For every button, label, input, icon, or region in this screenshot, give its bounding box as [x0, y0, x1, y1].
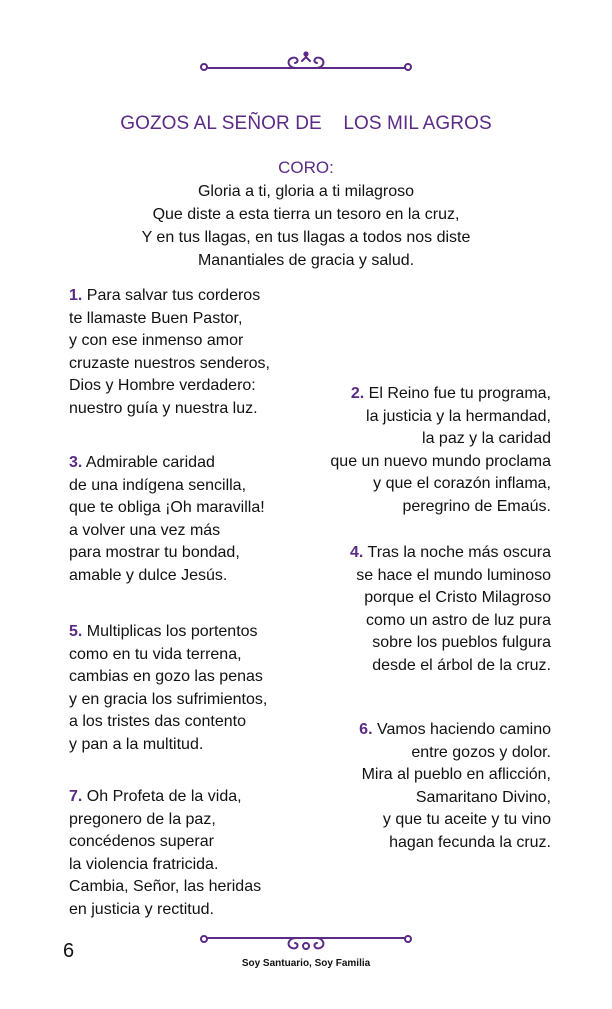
stanza-line: Admirable caridad [85, 454, 215, 471]
flourish-divider-bottom-icon [196, 930, 416, 956]
stanza-line: Cambia, Señor, las heridas [69, 878, 262, 895]
chorus-line: Y en tus llagas, en tus llagas a todos nos diste [141, 229, 471, 246]
stanza-line: la violencia fratricida. [69, 855, 219, 873]
chorus-line: Manantiales de gracia y salud. [197, 252, 415, 269]
stanza-line: Tras la noche más oscura [367, 544, 551, 561]
stanza-line: te llamaste Buen Pastor, [69, 309, 243, 327]
stanza-line: sobre los pueblos fulgura [372, 634, 551, 651]
stanza-line: pregonero de la paz, [69, 810, 216, 828]
stanza-line: hagan fecunda la cruz. [389, 833, 551, 851]
stanza-line: como un astro de luz pura [366, 611, 551, 629]
stanza-line: Multiplicas los portentos [86, 623, 258, 640]
stanza-line: amable y dulce Jesús. [69, 566, 228, 584]
stanza-line: concédenos superar [69, 833, 214, 850]
stanza-line: para mostrar tu bondad, [69, 544, 240, 561]
stanza-line: cruzaste nuestros senderos, [69, 354, 270, 372]
stanza-line: la paz y la caridad [422, 430, 551, 447]
stanza-line: y que tu aceite y tu vino [382, 811, 551, 828]
chorus-line: Gloria a ti, gloria a ti milagroso [197, 183, 415, 200]
stanza-5 [69, 621, 267, 756]
stanza-line: Samaritano Divino, [415, 788, 551, 806]
stanza-line: y con ese inmenso amor [69, 332, 244, 349]
stanza-line: como en tu vida terrena, [69, 645, 242, 663]
stanza-line: nuestro guía y nuestra luz. [69, 399, 258, 417]
stanza-1 [69, 285, 270, 420]
stanza-number: 7. [69, 788, 83, 805]
stanza-line: Oh Profeta de la vida, [86, 788, 242, 805]
stanza-line: de una indígena sencilla, [69, 476, 247, 494]
stanza-2 [330, 383, 551, 518]
stanza-line: desde el árbol de la cruz. [372, 656, 551, 674]
flourish-divider-top-icon [196, 48, 416, 74]
stanza-line: entre gozos y dolor. [411, 743, 551, 761]
stanza-6 [359, 719, 551, 854]
stanza-number: 5. [69, 623, 83, 640]
stanza-4 [350, 542, 551, 677]
stanza-line: peregrino de Emaús. [402, 497, 551, 515]
chorus-line: Que diste a esta tierra un tesoro en la cruz, [152, 206, 460, 223]
stanza-line: y en gracia los sufrimientos, [69, 690, 268, 708]
stanza-line: que te obliga ¡Oh maravilla! [69, 499, 265, 516]
stanza-line: la justicia y la hermandad, [366, 407, 551, 425]
stanza-line: cambias en gozo las penas [69, 668, 263, 685]
stanza-line: Para salvar tus corderos [86, 287, 261, 304]
page-number: 6 [63, 940, 75, 962]
stanza-line: El Reino fue tu programa, [368, 385, 551, 402]
stanza-number: 6. [359, 721, 373, 738]
page-title: GOZOS AL SEÑOR DE LOS MIL AGROS [120, 113, 492, 134]
stanza-7 [69, 786, 261, 921]
stanza-line: y pan a la multitud. [69, 735, 204, 753]
stanza-line: se hace el mundo luminoso [356, 566, 551, 584]
chorus-text [0, 180, 612, 272]
stanza-line: que un nuevo mundo proclama [330, 452, 551, 470]
stanza-number: 3. [69, 454, 83, 471]
footer-text: Soy Santuario, Soy Familia [241, 958, 371, 969]
stanza-line: y que el corazón inflama, [373, 475, 551, 492]
stanza-line: porque el Cristo Milagroso [364, 589, 551, 606]
stanza-number: 2. [350, 385, 365, 402]
stanza-number: 1. [69, 287, 83, 304]
stanza-number: 4. [350, 544, 364, 561]
stanza-line: en justicia y rectitud. [69, 900, 214, 918]
stanza-line: Dios y Hombre verdadero: [69, 377, 256, 394]
stanza-line: Mira al pueblo en aflicción, [361, 766, 551, 783]
stanza-line: a los tristes das contento [69, 713, 246, 730]
chorus-label: CORO: [278, 158, 334, 177]
stanza-line: Vamos haciendo camino [376, 721, 551, 738]
stanza-3 [69, 452, 265, 587]
stanza-line: a volver una vez más [69, 521, 221, 539]
